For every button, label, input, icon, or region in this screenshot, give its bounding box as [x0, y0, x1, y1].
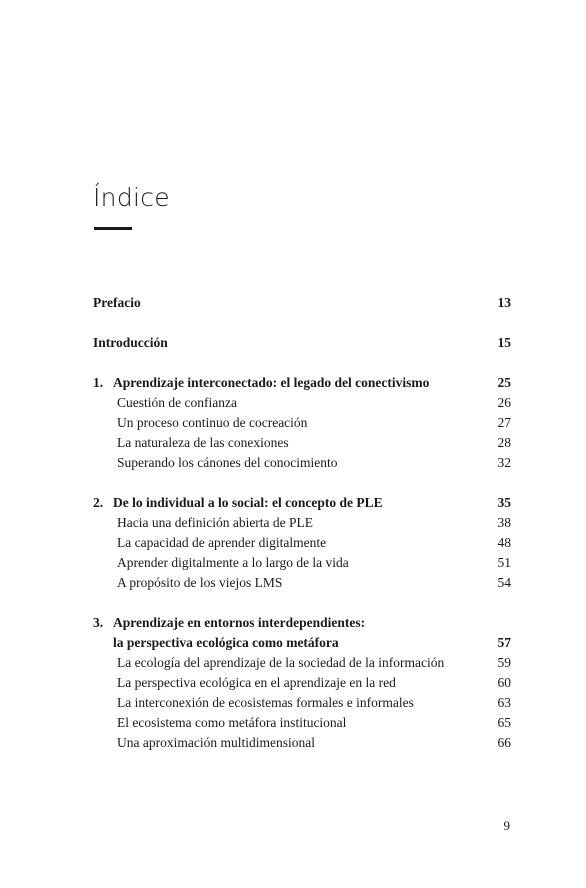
toc-entry-label: Prefacio	[93, 295, 141, 310]
page-title: Índice	[93, 183, 170, 212]
toc-section[interactable]	[93, 693, 511, 713]
toc-page-number: 38	[497, 515, 511, 530]
toc-section-label: Un proceso continuo de cocreación	[117, 415, 308, 430]
chapter-title: la perspectiva ecológica como metáfora	[113, 635, 339, 650]
toc-page-number: 13	[497, 295, 511, 310]
toc-page-number: 26	[497, 395, 511, 410]
chapter-number: 3.	[93, 615, 104, 630]
toc-section-label: La ecología del aprendizaje de la sociedad de la información	[117, 655, 445, 670]
toc-section[interactable]	[93, 433, 511, 453]
toc-page-number: 65	[497, 715, 511, 730]
toc-entry-prefacio[interactable]	[93, 293, 511, 313]
toc-chapter-3[interactable]	[93, 613, 511, 633]
toc-section-label: Aprender digitalmente a lo largo de la vida	[117, 555, 349, 570]
toc-section-label: Una aproximación multidimensional	[117, 735, 315, 750]
title-rule	[94, 227, 132, 230]
toc-section[interactable]	[93, 653, 511, 673]
toc-section-label: Cuestión de confianza	[117, 395, 237, 410]
toc-section[interactable]	[93, 553, 511, 573]
chapter-title: Aprendizaje interconectado: el legado del conectivismo	[113, 375, 430, 390]
chapter-number: 1.	[93, 375, 104, 390]
toc-page-number: 66	[497, 735, 511, 750]
toc-section-label: Hacia una definición abierta de PLE	[117, 515, 314, 530]
toc-section-label: El ecosistema como metáfora institucional	[117, 715, 347, 730]
toc-page-number: 59	[497, 655, 511, 670]
toc-chapter-3-continued[interactable]	[93, 633, 511, 653]
toc-section-label: La capacidad de aprender digitalmente	[117, 535, 327, 550]
toc-section[interactable]	[93, 513, 511, 533]
toc-page-number: 27	[497, 415, 511, 430]
toc-page-number: 57	[497, 635, 511, 650]
toc-chapter-1[interactable]	[93, 373, 511, 393]
toc-section-label: La interconexión de ecosistemas formales e informales	[117, 695, 414, 710]
toc-page-number: 15	[497, 335, 511, 350]
toc-page-number: 60	[497, 675, 511, 690]
toc-page-number: 54	[497, 575, 511, 590]
toc-section[interactable]	[93, 673, 511, 693]
toc-section[interactable]	[93, 573, 511, 593]
toc-entry-label: Introducción	[93, 335, 168, 350]
toc-section[interactable]	[93, 413, 511, 433]
toc-section[interactable]	[93, 713, 511, 733]
toc-section[interactable]	[93, 533, 511, 553]
chapter-number: 2.	[93, 495, 104, 510]
toc-section-label: Superando los cánones del conocimiento	[117, 455, 338, 470]
chapter-title: Aprendizaje en entornos interdependientes:	[113, 615, 366, 630]
toc-section[interactable]	[93, 393, 511, 413]
toc-section[interactable]	[93, 453, 511, 473]
page-number: 9	[503, 818, 510, 833]
toc-entry-introduccion[interactable]	[93, 333, 511, 353]
toc-chapter-2[interactable]	[93, 493, 511, 513]
toc-page-number: 48	[497, 535, 511, 550]
toc-page-number: 32	[497, 455, 511, 470]
chapter-title: De lo individual a lo social: el concepto de PLE	[113, 495, 383, 510]
toc-page-number: 28	[497, 435, 511, 450]
toc-page-number: 25	[497, 375, 511, 390]
toc-page-number: 63	[497, 695, 511, 710]
toc-page-number: 35	[497, 495, 511, 510]
toc-section[interactable]	[93, 733, 511, 753]
toc-section-label: La naturaleza de las conexiones	[117, 435, 289, 450]
toc-section-label: A propósito de los viejos LMS	[117, 575, 283, 590]
toc-page-number: 51	[497, 555, 511, 570]
table-of-contents	[93, 293, 511, 753]
toc-section-label: La perspectiva ecológica en el aprendizaje en la red	[117, 675, 396, 690]
